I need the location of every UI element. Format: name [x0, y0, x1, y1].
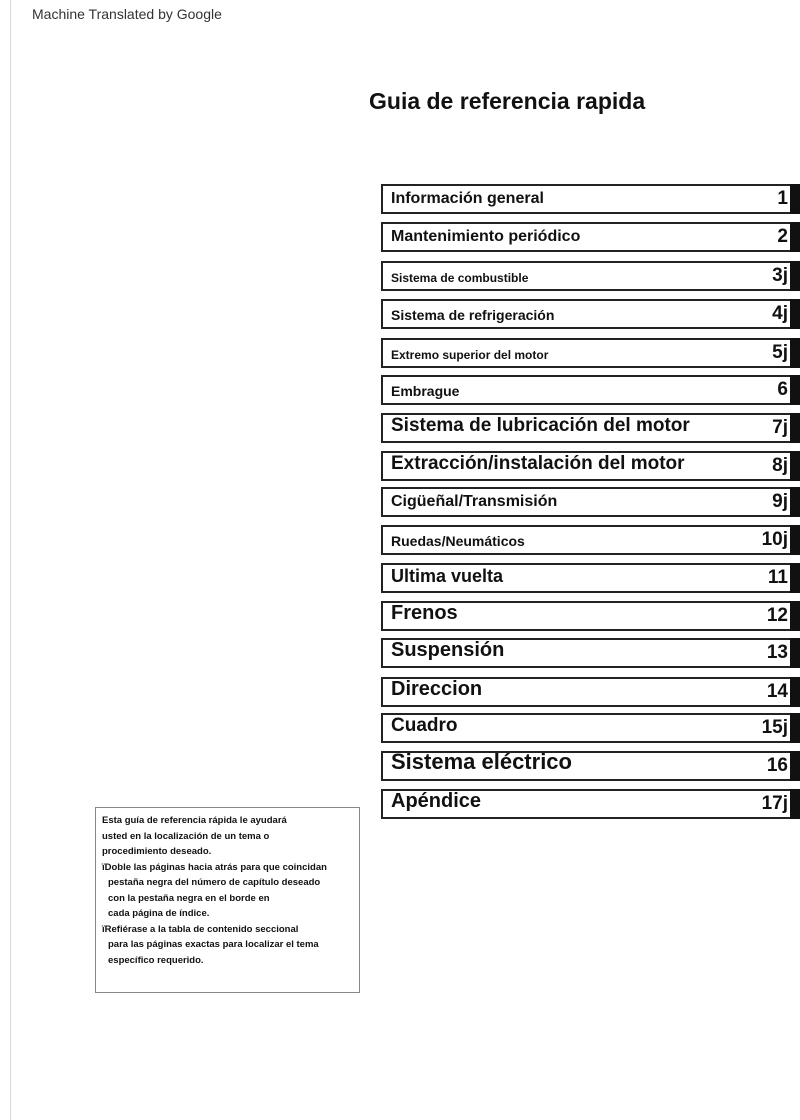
chapter-tab[interactable] [381, 713, 800, 743]
chapter-tab[interactable] [381, 299, 800, 329]
black-index-tab [790, 789, 800, 819]
chapter-tab-frame [381, 222, 790, 252]
chapter-number: 15j [761, 717, 788, 738]
chapter-tab[interactable] [381, 751, 800, 781]
chapter-number: 10j [761, 529, 788, 550]
instruction-line: usted en la localización de un tema o [102, 830, 270, 842]
chapter-number: 9j [772, 491, 788, 512]
chapter-label: Suspensión [391, 639, 505, 661]
chapter-number: 3j [772, 265, 788, 286]
chapter-number: 17j [761, 793, 788, 814]
chapter-number: 11 [767, 567, 788, 588]
black-index-tab [790, 413, 800, 443]
chapter-number: 13 [766, 642, 788, 663]
chapter-label: Cigüeñal/Transmisión [391, 493, 558, 510]
black-index-tab [790, 338, 800, 368]
chapter-tab[interactable] [381, 789, 800, 819]
chapter-label: Direccion [391, 678, 483, 700]
black-index-tab [790, 487, 800, 517]
instruction-line: Esta guía de referencia rápida le ayudará [102, 815, 287, 826]
chapter-label: Sistema de combustible [391, 271, 529, 285]
chapter-tab-frame [381, 713, 790, 743]
chapter-number: 7j [772, 417, 788, 438]
chapter-number: 1 [777, 188, 788, 209]
chapter-tab-frame [381, 677, 790, 707]
chapter-tab-frame [381, 751, 790, 781]
chapter-tab-frame [381, 261, 790, 291]
chapter-label: Ultima vuelta [391, 566, 504, 586]
machine-translation-note: Machine Translated by Google [32, 6, 222, 22]
black-index-tab [790, 638, 800, 668]
chapter-number: 14 [766, 681, 788, 702]
chapter-label: Mantenimiento periódico [391, 228, 581, 245]
instruction-line: para las páginas exactas para localizar el tema [108, 939, 319, 950]
chapter-label: Sistema eléctrico [391, 749, 572, 774]
black-index-tab [790, 601, 800, 631]
chapter-tab[interactable] [381, 451, 800, 481]
chapter-tab-frame [381, 299, 790, 329]
instruction-line: procedimiento deseado. [102, 846, 212, 857]
chapter-tab-frame [381, 638, 790, 668]
black-index-tab [790, 261, 800, 291]
chapter-label: Frenos [391, 602, 458, 624]
chapter-label: Apéndice [391, 790, 482, 812]
chapter-tab-frame [381, 487, 790, 517]
instruction-line: cada página de índice. [108, 908, 210, 919]
chapter-tab-frame [381, 375, 790, 405]
chapter-number: 12 [766, 605, 788, 626]
instruction-line: pestaña negra del número de capítulo deseado [108, 877, 321, 888]
chapter-tab-frame [381, 789, 790, 819]
chapter-tab[interactable] [381, 525, 800, 555]
instructions-box [95, 807, 360, 993]
black-index-tab [790, 184, 800, 214]
chapter-tab-frame [381, 413, 790, 443]
chapter-tab[interactable] [381, 184, 800, 214]
chapter-tab[interactable] [381, 261, 800, 291]
black-index-tab [790, 677, 800, 707]
chapter-tab-frame [381, 601, 790, 631]
chapter-number: 8j [772, 455, 788, 476]
chapter-tab-frame [381, 184, 790, 214]
chapter-tab-frame [381, 563, 790, 593]
chapter-tab-frame [381, 338, 790, 368]
chapter-tab-frame [381, 525, 790, 555]
chapter-label: Embrague [391, 383, 460, 399]
chapter-label: Extracción/instalación del motor [391, 453, 685, 474]
chapter-label: Extremo superior del motor [391, 348, 549, 362]
black-index-tab [790, 713, 800, 743]
chapter-tab[interactable] [381, 338, 800, 368]
chapter-number: 16 [766, 755, 788, 776]
instruction-line: ïDoble las páginas hacia atrás para que coincidan [102, 861, 327, 873]
instruction-line: ïRefiérase a la tabla de contenido seccional [102, 923, 299, 935]
instruction-line: específico requerido. [108, 954, 204, 966]
black-index-tab [790, 525, 800, 555]
chapter-tab[interactable] [381, 413, 800, 443]
chapter-label: Sistema de refrigeración [391, 307, 555, 323]
chapter-number: 4j [772, 303, 788, 324]
chapter-label: Sistema de lubricación del motor [391, 415, 690, 436]
black-index-tab [790, 451, 800, 481]
black-index-tab [790, 299, 800, 329]
black-index-tab [790, 222, 800, 252]
page-title: Guia de referencia rapida [369, 88, 646, 114]
chapter-number: 5j [772, 342, 788, 363]
black-index-tab [790, 375, 800, 405]
page-left-border [10, 0, 11, 1120]
instruction-line: con la pestaña negra en el borde en [108, 892, 270, 904]
chapter-tab[interactable] [381, 677, 800, 707]
chapter-tab[interactable] [381, 487, 800, 517]
black-index-tab [790, 563, 800, 593]
chapter-label: Ruedas/Neumáticos [391, 533, 525, 549]
chapter-label: Información general [391, 190, 544, 207]
chapter-tab[interactable] [381, 375, 800, 405]
chapter-label: Cuadro [391, 715, 458, 736]
chapter-number: 6 [777, 379, 788, 400]
chapter-tab[interactable] [381, 601, 800, 631]
chapter-tab[interactable] [381, 563, 800, 593]
chapter-number: 2 [777, 226, 788, 247]
chapter-tab[interactable] [381, 222, 800, 252]
black-index-tab [790, 751, 800, 781]
chapter-tab-frame [381, 451, 790, 481]
chapter-tab[interactable] [381, 638, 800, 668]
